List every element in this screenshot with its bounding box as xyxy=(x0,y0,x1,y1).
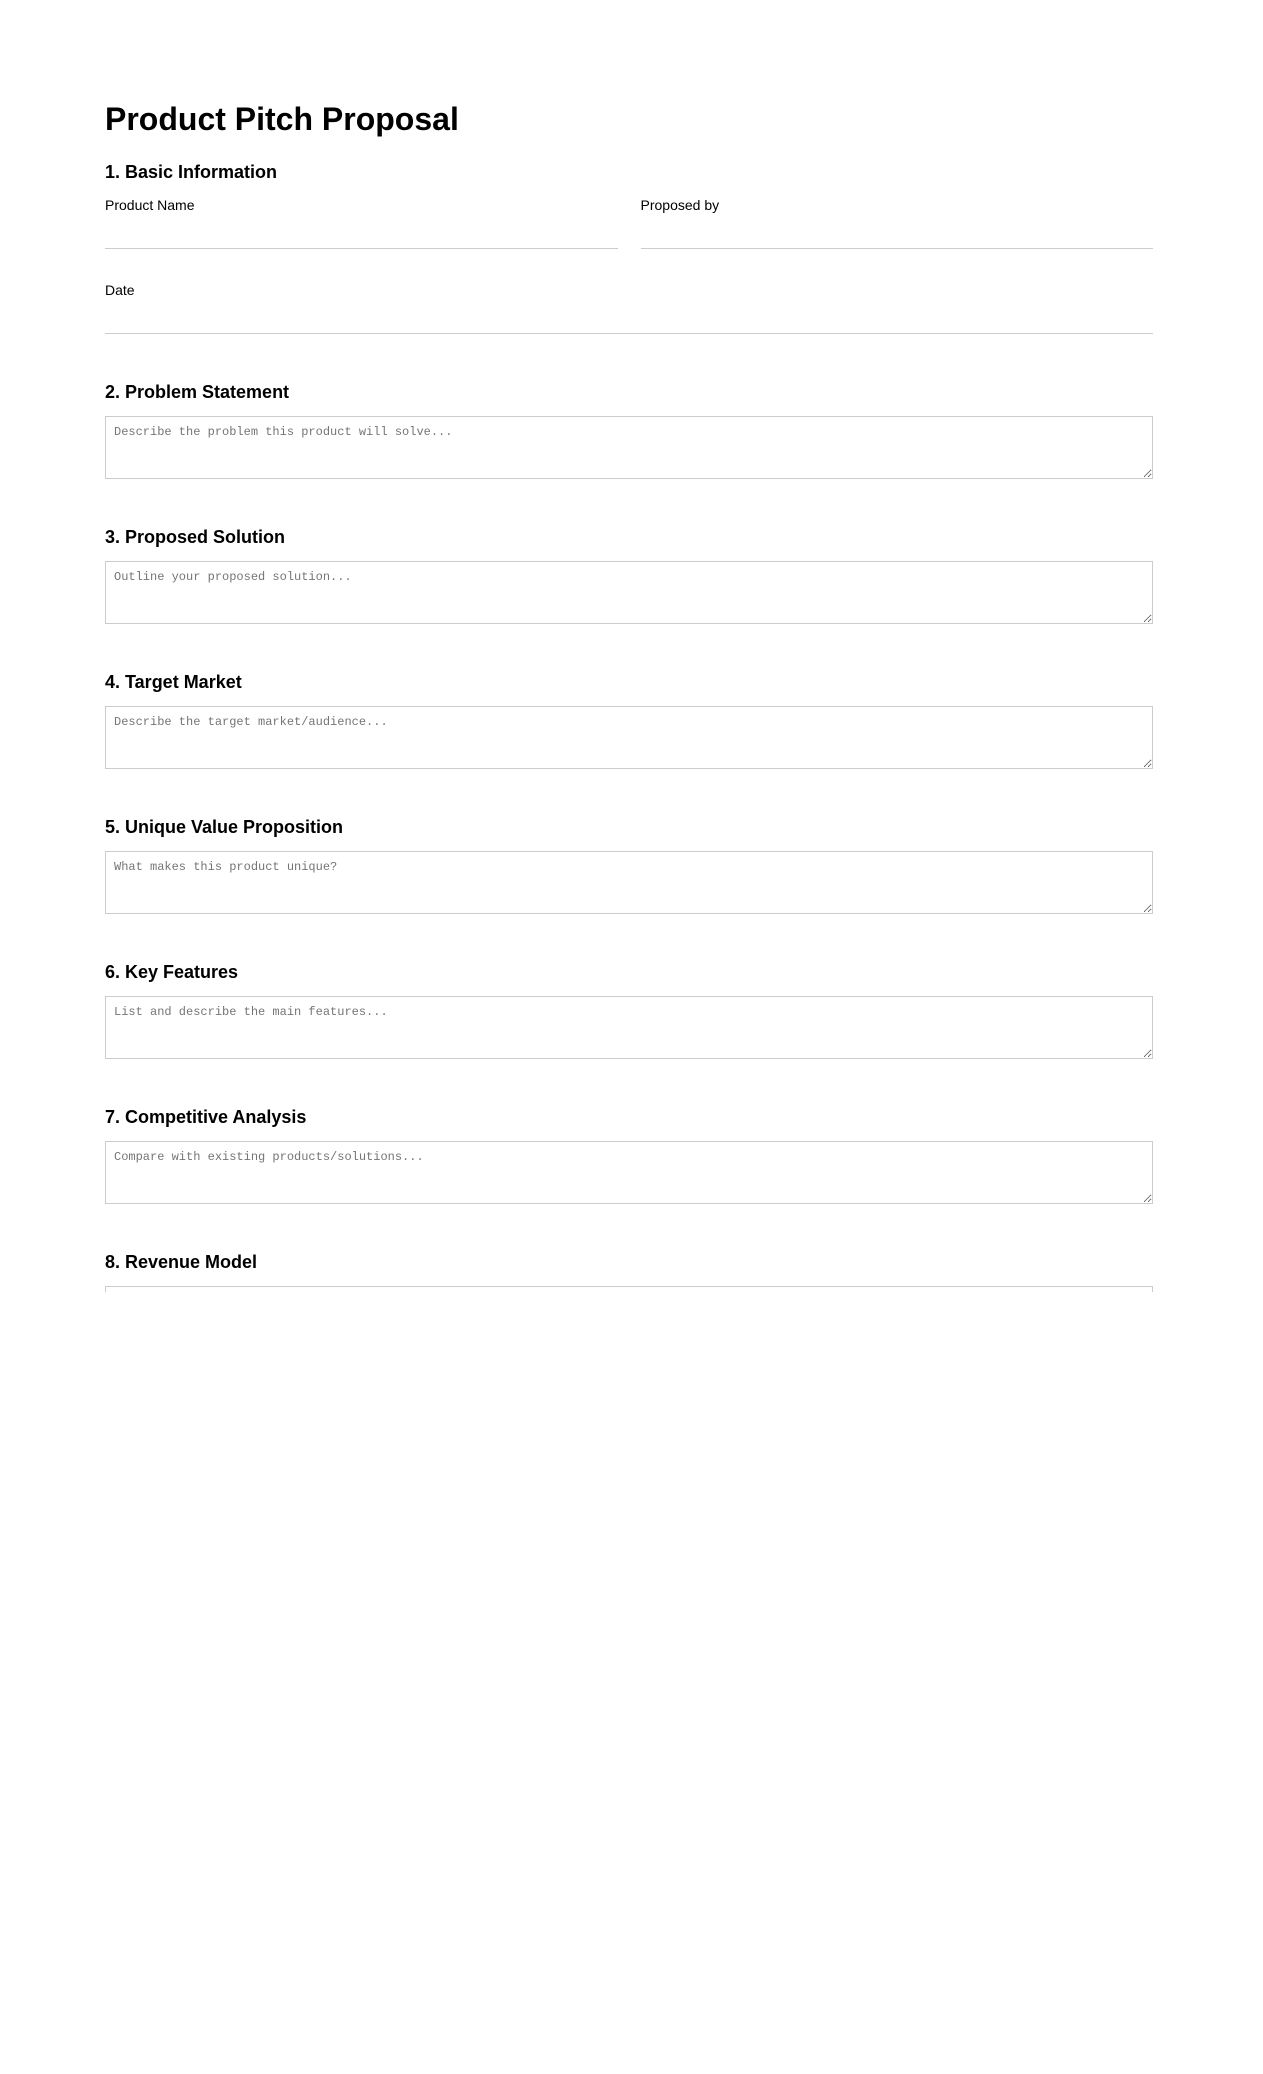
target-market-section xyxy=(105,671,1153,816)
section-heading: 3. Proposed Solution xyxy=(105,527,286,547)
section-heading: 5. Unique Value Proposition xyxy=(105,817,344,837)
competitive-analysis-section xyxy=(105,1106,1153,1251)
basic-information-section xyxy=(105,161,1153,334)
problem-statement-section xyxy=(105,381,1153,526)
date-input[interactable] xyxy=(105,298,1153,334)
product-name-input[interactable] xyxy=(105,213,618,249)
proposed-solution-section xyxy=(105,526,1153,671)
unique-value-proposition-section xyxy=(105,816,1153,961)
proposed-solution-textarea[interactable] xyxy=(105,561,1153,624)
revenue-model-textarea[interactable] xyxy=(105,1286,1153,1292)
problem-statement-textarea[interactable] xyxy=(105,416,1153,479)
proposed-by-label: Proposed by xyxy=(640,197,720,213)
section-heading: 2. Problem Statement xyxy=(105,382,290,402)
date-label: Date xyxy=(105,282,135,298)
page-title: Product Pitch Proposal xyxy=(105,101,459,137)
competitive-analysis-textarea[interactable] xyxy=(105,1141,1153,1204)
date-field xyxy=(105,268,1153,334)
section-heading: 1. Basic Information xyxy=(105,162,278,182)
unique-value-proposition-textarea[interactable] xyxy=(105,851,1153,914)
key-features-section xyxy=(105,961,1153,1106)
proposed-by-field xyxy=(641,183,1154,249)
target-market-textarea[interactable] xyxy=(105,706,1153,769)
section-heading: 6. Key Features xyxy=(105,962,239,982)
proposed-by-input[interactable] xyxy=(641,213,1154,249)
product-name-label: Product Name xyxy=(105,197,195,213)
revenue-model-section xyxy=(105,1251,1153,1292)
section-heading: 8. Revenue Model xyxy=(105,1252,258,1272)
proposal-sections xyxy=(105,381,1153,1292)
key-features-textarea[interactable] xyxy=(105,996,1153,1059)
product-name-field xyxy=(105,183,618,249)
section-heading: 4. Target Market xyxy=(105,672,242,692)
section-heading: 7. Competitive Analysis xyxy=(105,1107,307,1127)
